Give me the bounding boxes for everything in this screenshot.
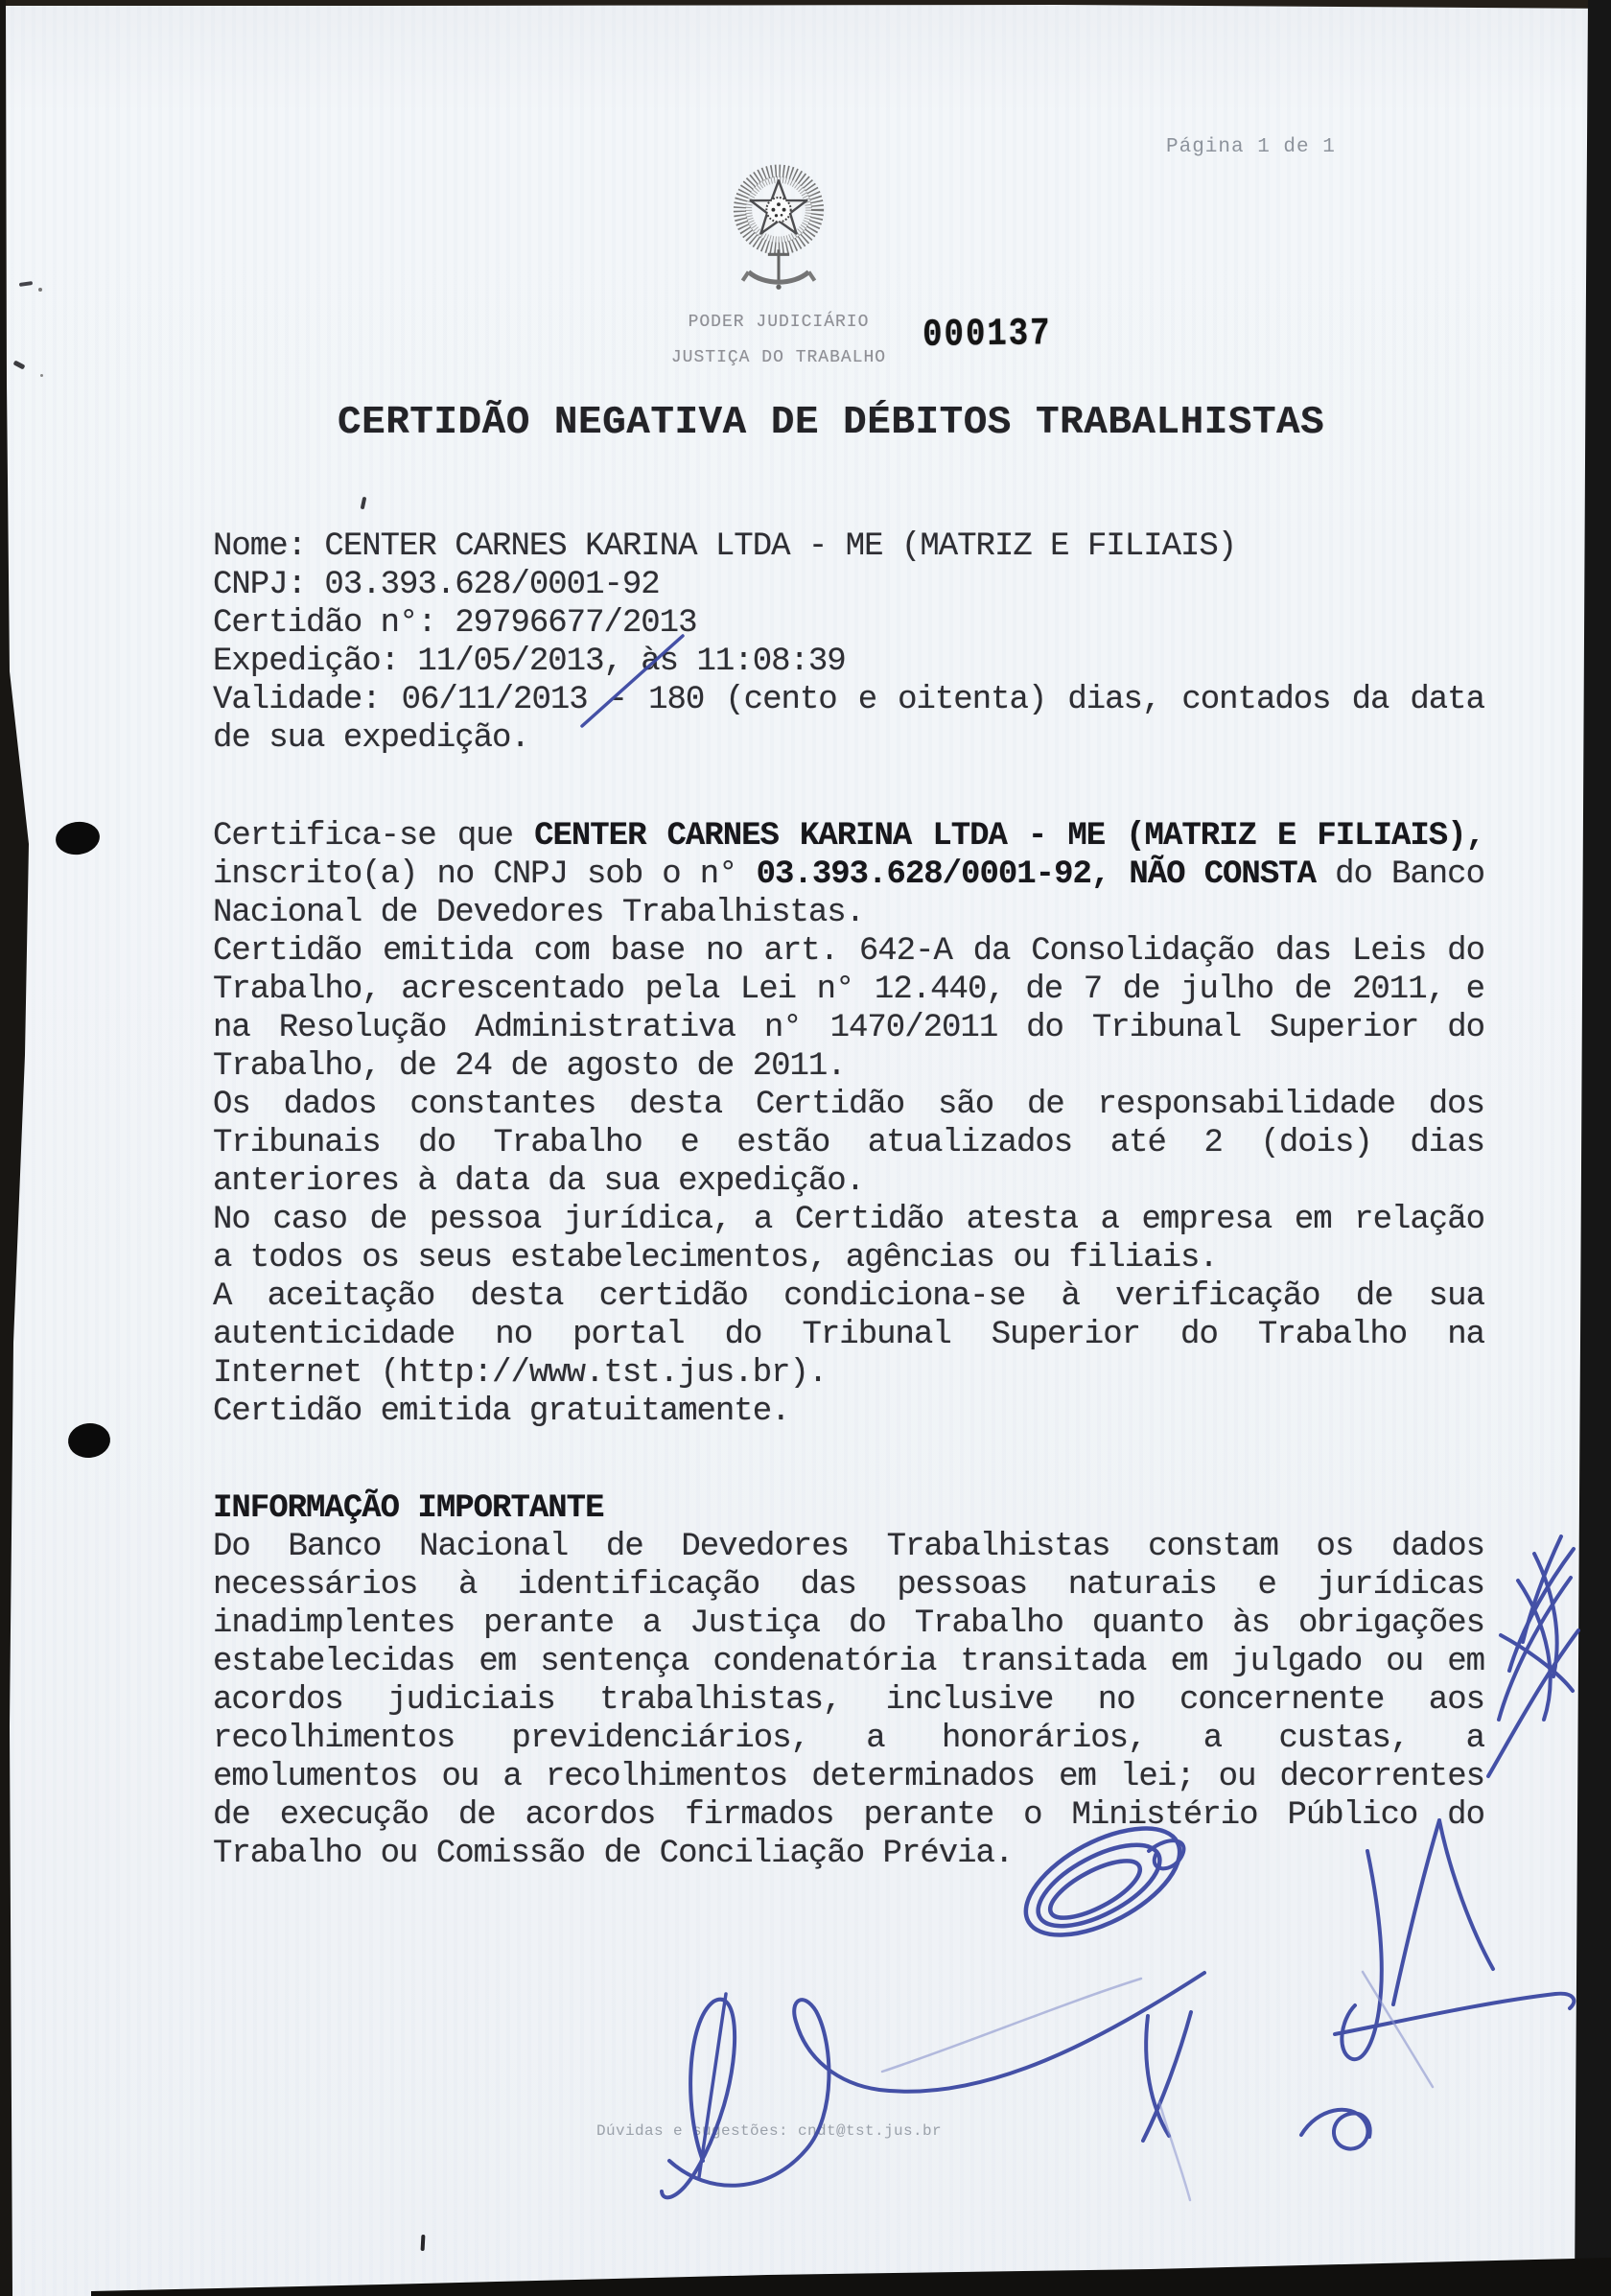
text-line: Trabalho, de 24 de agosto de 2011.	[213, 1048, 846, 1085]
text-line: de execução de acordos firmados perante o Ministério Público do	[213, 1797, 1484, 1834]
text-line: Os dados constantes desta Certidão são de responsabilidade dos	[213, 1087, 1484, 1123]
text-line: recolhimentos previdenciários, a honorários, a custas, a	[213, 1721, 1484, 1757]
text-line: estabelecidas em sentença condenatória transitada em julgado ou em	[213, 1644, 1484, 1680]
text-line: inscrito(a) no CNPJ sob o n° 03.393.628/0001-92, NÃO CONSTA do Banco	[213, 856, 1484, 893]
text-line: CNPJ: 03.393.628/0001-92	[213, 567, 660, 603]
footer-contact-line: Dúvidas e sugestões: cndt@tst.jus.br	[596, 2122, 943, 2140]
text-line: Trabalho, acrescentado pela Lei n° 12.440, de 7 de julho de 2011, e	[213, 972, 1484, 1008]
text-line: Trabalho ou Comissão de Conciliação Prévia.	[213, 1836, 1014, 1872]
document-title: CERTIDÃO NEGATIVA DE DÉBITOS TRABALHISTAS	[338, 401, 1325, 445]
hole-punch-dot	[54, 819, 102, 857]
org-line-2: JUSTIÇA DO TRABALHO	[670, 348, 887, 367]
text-line: a todos os seus estabelecimentos, agências ou filiais.	[213, 1240, 1218, 1277]
scan-edge-top	[0, 0, 1611, 9]
stamp-number: 000137	[922, 313, 1052, 358]
text-line: Certifica-se que CENTER CARNES KARINA LTDA - ME (MATRIZ E FILIAIS),	[213, 818, 1485, 855]
text-line: necessários à identificação das pessoas naturais e jurídicas	[213, 1567, 1484, 1604]
text-line: autenticidade no portal do Tribunal Superior do Trabalho na	[213, 1317, 1484, 1353]
scan-edge-right	[1575, 0, 1611, 2296]
signature-margin-scribble	[1488, 1536, 1578, 1776]
text-line: Validade: 06/11/2013 - 180 (cento e oitenta) dias, contados da data	[213, 682, 1484, 718]
text-line: emolumentos ou a recolhimentos determinados em lei; ou decorrentes	[213, 1759, 1484, 1795]
text-line: inadimplentes perante a Justiça do Trabalho quanto às obrigações	[213, 1605, 1484, 1642]
text-line: Tribunais do Trabalho e estão atualizados até 2 (dois) dias	[213, 1125, 1484, 1161]
page-number-label: Página 1 de 1	[1166, 136, 1336, 158]
org-line-1: PODER JUDICIÁRIO	[688, 313, 870, 332]
text-line: acordos judiciais trabalhistas, inclusive no concernente aos	[213, 1682, 1484, 1719]
handwritten-pen-signatures	[582, 636, 1578, 2200]
signature-center	[662, 1973, 1204, 2197]
text-line: Expedição: 11/05/2013, às 11:08:39	[213, 644, 846, 680]
text-line: Nacional de Devedores Trabalhistas.	[213, 895, 865, 931]
text-line: anteriores à data da sua expedição.	[213, 1163, 865, 1200]
text-line: No caso de pessoa jurídica, a Certidão atesta a empresa em relação	[213, 1202, 1484, 1238]
text-line: Certidão emitida com base no art. 642-A da Consolidação das Leis do	[213, 933, 1484, 970]
text-line: de sua expedição.	[213, 720, 529, 757]
signature-x-flourish	[1143, 2012, 1191, 2200]
text-line: Nome: CENTER CARNES KARINA LTDA - ME (MATRIZ E FILIAIS)	[213, 528, 1237, 565]
text-line: Certidão emitida gratuitamente.	[213, 1394, 790, 1430]
text-line: A aceitação desta certidão condiciona-se à verificação de sua	[213, 1278, 1484, 1315]
text-line: Internet (http://www.tst.jus.br).	[213, 1355, 828, 1392]
text-line: na Resolução Administrativa n° 1470/2011 do Tribunal Superior do	[213, 1010, 1484, 1046]
hole-punch-dot	[66, 1421, 112, 1460]
text-line: Certidão n°: 29796677/2013	[213, 605, 697, 642]
text-line: INFORMAÇÃO IMPORTANTE	[213, 1490, 604, 1527]
signature-swirl	[1010, 1807, 1197, 1957]
pen-slash-mark	[582, 636, 683, 726]
scan-edge-bottom	[91, 2258, 1611, 2296]
text-line: Do Banco Nacional de Devedores Trabalhistas constam os dados	[213, 1529, 1484, 1565]
signature-bottom-right	[1301, 1820, 1574, 2149]
scan-edge-left	[0, 0, 29, 2296]
